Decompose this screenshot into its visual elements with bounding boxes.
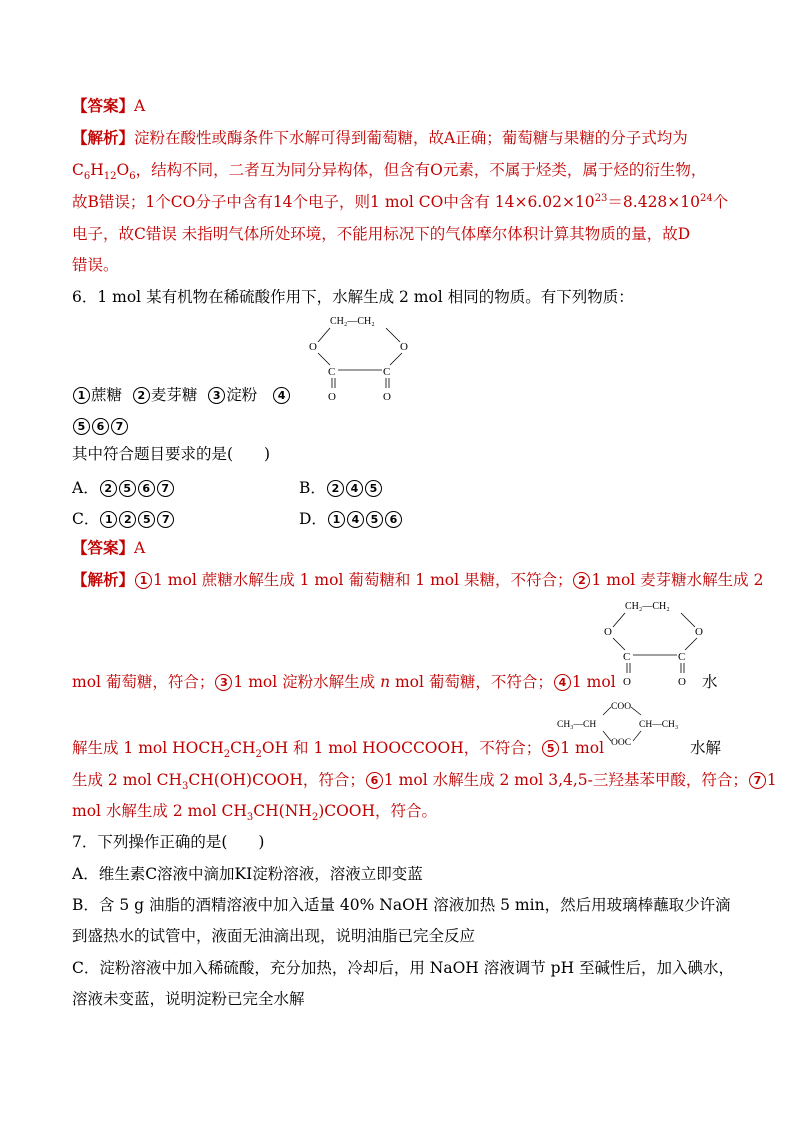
svg-text:OOC: OOC	[611, 738, 632, 748]
item-number: 7	[111, 418, 128, 435]
q6-analysis-line-4: 生成 2 mol $CH_3CH(OH)COOH$，符合； 6 1 mol 水解生成 2 mol 3,4,5-三羟基苯甲酸，符合； 7 1	[72, 771, 777, 793]
q6-stem: 6．1 mol 某有机物在稀硫酸作用下，水解生成 2 mol 相同的物质。有下列物质：	[72, 288, 634, 306]
item-label: 蔗糖	[91, 386, 123, 404]
q7-option-b-line-1[interactable]: B．含 5 g 油脂的酒精溶液中加入适量 40% NaOH 溶液加热 5 min，然后用玻璃棒蘸取少许滴	[72, 896, 731, 914]
struct-o-label: O	[383, 391, 391, 403]
answer-tag: 【答案】	[72, 538, 135, 557]
struct-c-label: C	[383, 366, 391, 378]
answer-value: A	[134, 97, 146, 115]
q7-option-a[interactable]: A．维生素C溶液中滴加KI淀粉溶液，溶液立即变蓝	[72, 865, 423, 883]
q6-analysis-line-3: 解生成 1 mol $HOCH_2CH_2OH$ 和 1 mol HOOCCOOH，不符合； 5 1 mol	[72, 739, 605, 761]
svg-text:C: C	[623, 651, 631, 663]
option-a[interactable]: A． 2 5 6 7	[72, 476, 175, 498]
exponent: 23	[594, 192, 608, 204]
answer-tag: 【答案】	[72, 96, 135, 115]
item-label: 淀粉	[226, 386, 258, 404]
item-number: 4	[273, 387, 290, 404]
struct-o-label: O	[400, 341, 408, 353]
q6-analysis-line-1: 【解析】 1 1 mol 蔗糖水解生成 1 mol 葡萄糖和 1 mol 果糖，不符合； 2 1 mol 麦芽糖水解生成 2	[72, 570, 764, 589]
analysis-tag: 【解析】	[72, 128, 135, 147]
svg-text:CH—CH₃: CH—CH₃	[639, 720, 679, 730]
item-number: 3	[208, 387, 225, 404]
option-d[interactable]: D． 1 4 5 6	[299, 507, 403, 529]
q5-analysis-line-3	[72, 192, 728, 212]
q7-stem: 7．下列操作正确的是( )	[72, 833, 265, 851]
q6-analysis-line-5: mol 水解生成 2 mol $CH_3CH(NH_2)COOH$，符合。	[72, 802, 438, 824]
formula-glucose: $C_6H_{12}O_6$	[72, 161, 136, 183]
svg-text:O: O	[678, 676, 686, 688]
q6-items-line-1	[72, 385, 291, 405]
q5-analysis-line-5: 错误。	[72, 256, 119, 274]
struct-c-label: C	[328, 366, 336, 378]
svg-text:O: O	[623, 676, 631, 688]
analysis-text: 故B错误；1个CO分子中含有14个电子，则1 mol CO中含有 14×6.02×10	[72, 193, 595, 211]
answer-value: A	[134, 539, 146, 557]
q7-option-c-line-2: 溶液未变蓝，说明淀粉已完全水解	[72, 990, 305, 1008]
item-number: 6	[92, 418, 109, 435]
q6-ask: 其中符合题目要求的是( )	[72, 445, 271, 463]
item-number: 5	[73, 418, 90, 435]
struct-o-label: O	[309, 341, 317, 353]
item-number: 2	[133, 387, 150, 404]
q5-analysis-line-4: 电子，故C错误 未指明气体所处环境，不能用标况下的气体摩尔体积计算其物质的量，故D	[72, 225, 691, 243]
q6-items-line-2	[72, 416, 129, 436]
ethylene-oxalate-structure	[300, 310, 418, 405]
svg-text:O: O	[695, 626, 703, 638]
svg-text:CH₃—CH: CH₃—CH	[557, 720, 597, 730]
q7-option-b-line-2: 到盛热水的试管中，液面无油滴出现，说明油脂已完全反应	[72, 927, 476, 945]
analysis-text: ＝8.428×10	[607, 193, 701, 211]
svg-text:O: O	[604, 626, 612, 638]
struct-o-label: O	[328, 391, 336, 403]
q5-analysis-line-2	[72, 160, 707, 183]
exponent: 24	[700, 192, 713, 204]
svg-text:C: C	[678, 651, 686, 663]
q6-answer-line	[72, 538, 145, 558]
struct-ch2-label: CH₂—CH₂	[330, 316, 375, 327]
q6-analysis-hydrolysis: 水解	[690, 739, 722, 757]
analysis-text: ，结构不同，二者互为同分异构体，但含有O元素，不属于烃类，属于烃的衍生物，	[135, 161, 707, 179]
q5-analysis-line-1	[72, 128, 688, 148]
option-c[interactable]: C． 1 2 5 7	[72, 507, 175, 529]
analysis-tag: 【解析】	[72, 570, 135, 589]
item-label: 麦芽糖	[150, 386, 198, 404]
option-b[interactable]: B． 2 4 5	[299, 476, 383, 498]
svg-text:CH₂—CH₂: CH₂—CH₂	[625, 601, 670, 612]
q7-option-c-line-1[interactable]: C．淀粉溶液中加入稀硫酸，充分加热，冷却后，用 NaOH 溶液调节 pH 至碱性后，加入碘水，	[72, 959, 735, 977]
q5-answer-line	[72, 96, 145, 116]
q6-analysis-line-2: mol 葡萄糖，符合； 3 1 mol 淀粉水解生成 n mol 葡萄糖，不符合； 4 1 mol	[72, 673, 616, 691]
analysis-text: 淀粉在酸性或酶条件下水解可得到葡萄糖，故A正确；葡萄糖与果糖的分子式均为	[134, 129, 688, 147]
q6-analysis-water: 水	[702, 673, 718, 691]
svg-text:COO: COO	[611, 702, 632, 712]
analysis-text: 个	[712, 193, 729, 211]
item-number: 1	[73, 387, 90, 404]
